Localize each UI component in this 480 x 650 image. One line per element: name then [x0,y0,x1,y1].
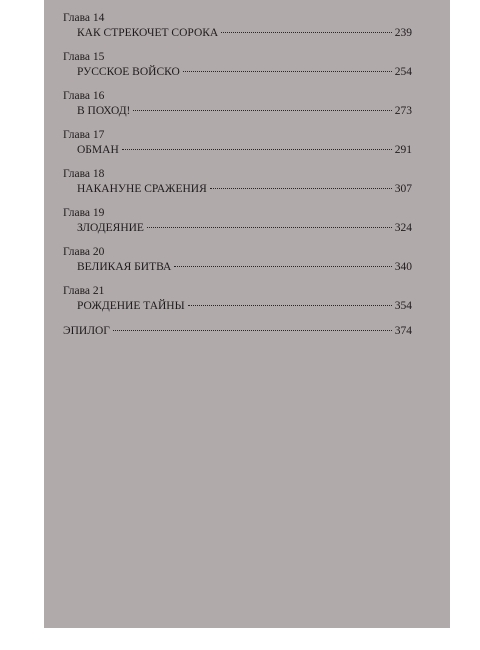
chapter-title: ОБМАН [77,144,119,156]
dot-leader [147,227,392,228]
chapter-title: НАКАНУНЕ СРАЖЕНИЯ [77,183,207,195]
page-number: 291 [394,144,412,156]
chapter-title-line [63,25,412,42]
chapter-title-line [63,220,412,237]
chapter-title: ВЕЛИКАЯ БИТВА [77,261,172,273]
page-number: 273 [394,105,412,117]
page-number: 324 [394,222,412,234]
toc-entry-chapter-14 [63,11,412,42]
page-number: 239 [394,27,412,39]
chapter-number: Глава 15 [63,51,105,63]
dot-leader [174,266,391,267]
toc-entry-chapter-19 [63,206,412,237]
toc-entry-chapter-16 [63,89,412,120]
page-number: 354 [394,300,412,312]
toc-entry-chapter-17 [63,128,412,159]
page-number: 254 [394,66,412,78]
table-of-contents [63,11,412,348]
toc-entry-chapter-20 [63,245,412,276]
chapter-number: Глава 14 [63,12,105,24]
toc-entry-epilog [63,323,412,340]
dot-leader [210,188,392,189]
chapter-number: Глава 18 [63,168,105,180]
epilog-title: ЭПИЛОГ [63,325,110,337]
chapter-title-line [63,298,412,315]
page-number: 340 [394,261,412,273]
book-page [44,0,450,628]
dot-leader [122,149,392,150]
dot-leader [188,305,392,306]
chapter-title: В ПОХОД! [77,105,131,117]
toc-entry-chapter-15 [63,50,412,81]
chapter-title-line [63,142,412,159]
chapter-title-line [63,181,412,198]
page-number: 307 [394,183,412,195]
chapter-title-line [63,103,412,120]
dot-leader [113,330,392,331]
chapter-title-line [63,259,412,276]
chapter-number: Глава 17 [63,129,105,141]
chapter-title: РОЖДЕНИЕ ТАЙНЫ [77,300,185,312]
toc-entry-chapter-18 [63,167,412,198]
chapter-title-line [63,64,412,81]
chapter-title: КАК СТРЕКОЧЕТ СОРОКА [77,27,219,39]
chapter-title: РУССКОЕ ВОЙСКО [77,66,180,78]
chapter-number: Глава 20 [63,246,105,258]
toc-entry-chapter-21 [63,284,412,315]
dot-leader [221,32,392,33]
chapter-number: Глава 16 [63,90,105,102]
epilog-title-line [63,323,412,340]
dot-leader [183,71,392,72]
chapter-title: ЗЛОДЕЯНИЕ [77,222,144,234]
chapter-number: Глава 21 [63,285,105,297]
chapter-number: Глава 19 [63,207,105,219]
page-number: 374 [394,325,412,337]
dot-leader [133,110,391,111]
